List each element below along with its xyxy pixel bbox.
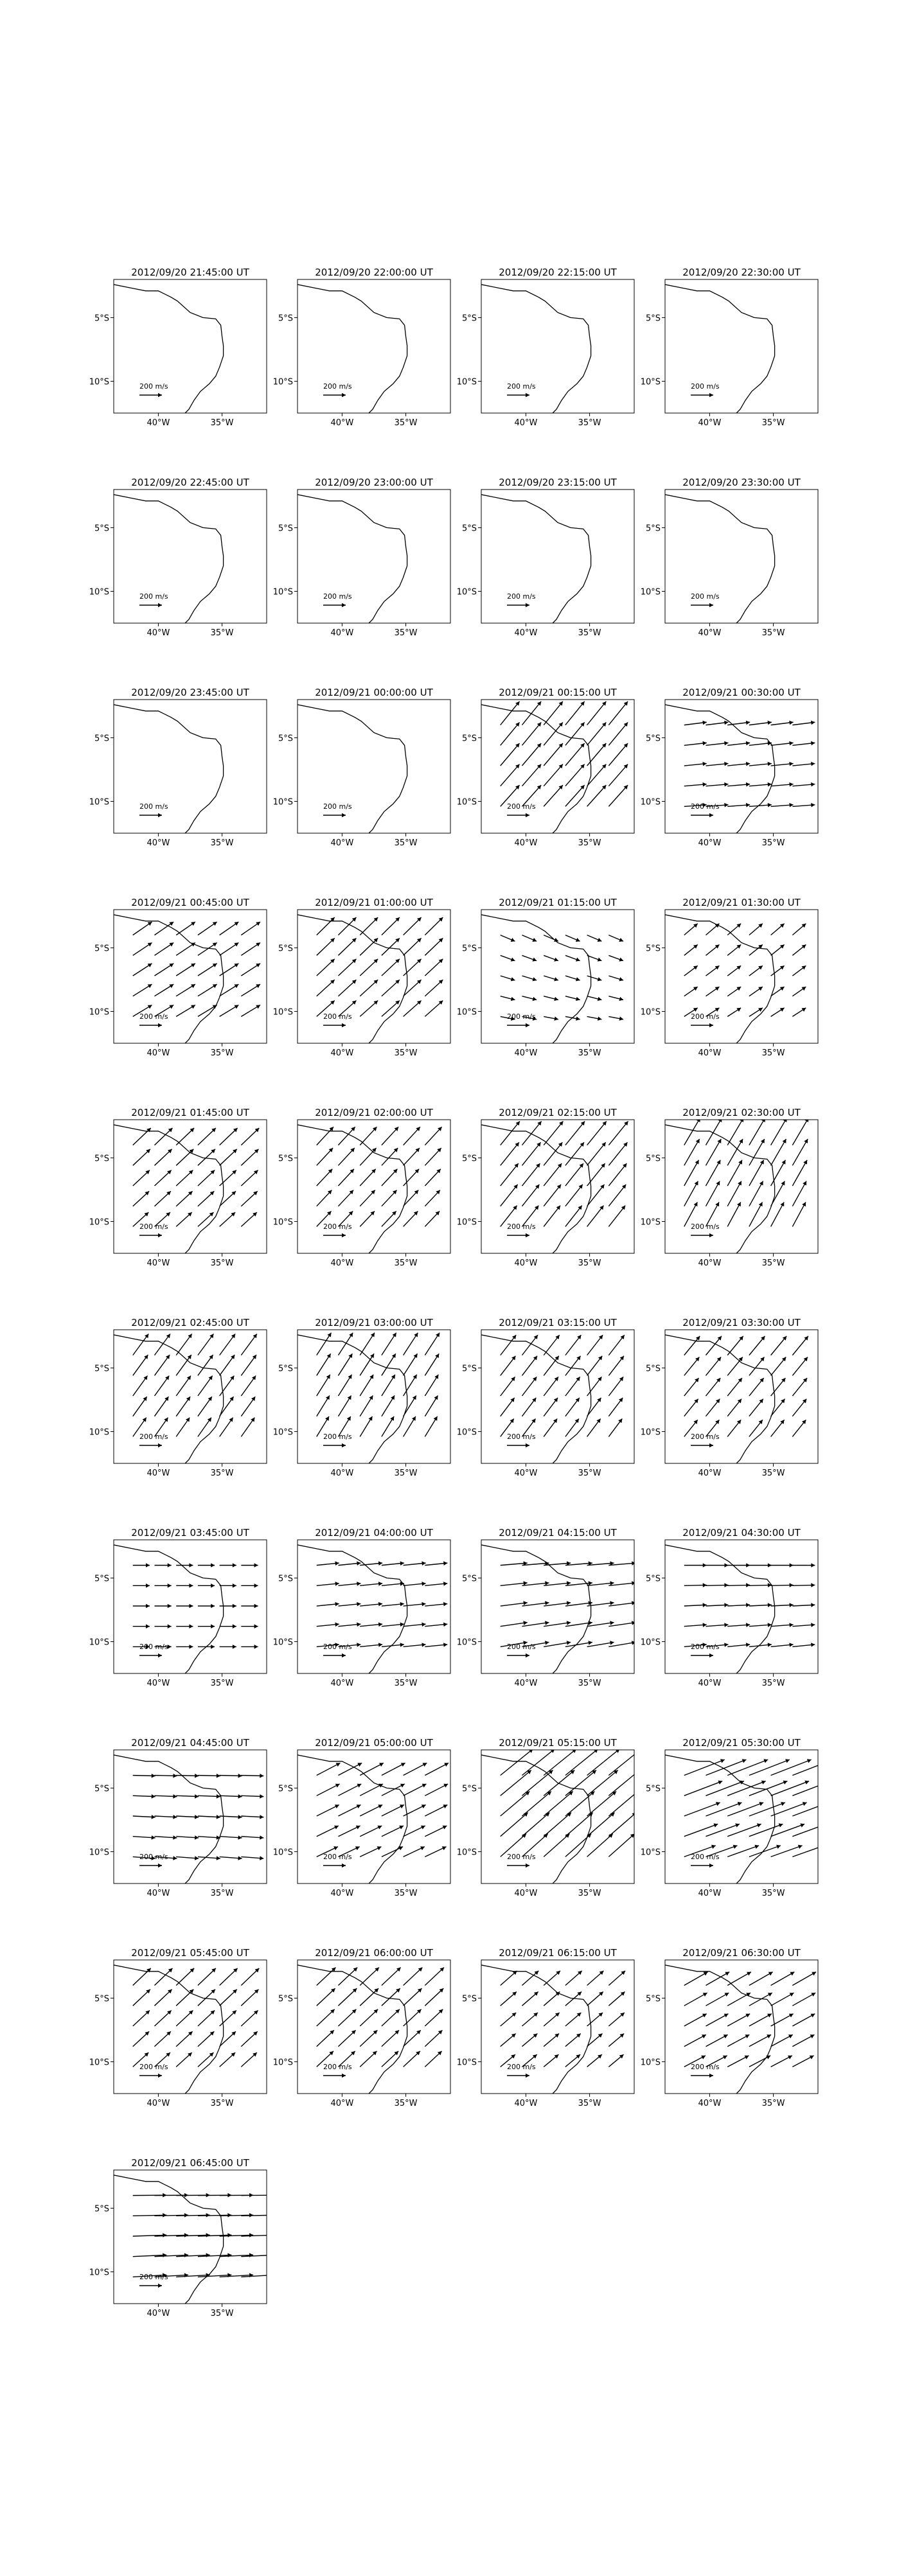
y-tick-label: 10°S — [456, 1637, 477, 1648]
reference-vector-label: 200 m/s — [139, 1012, 168, 1021]
y-tick-label: 5°S — [278, 524, 293, 534]
x-tick-label: 40°W — [698, 838, 722, 848]
y-tick-label: 10°S — [89, 2268, 109, 2278]
reference-vector-label: 200 m/s — [507, 1222, 536, 1231]
y-tick-label: 10°S — [456, 377, 477, 387]
y-tick-label: 5°S — [278, 734, 293, 744]
y-tick-label: 10°S — [89, 1007, 109, 1018]
panel-title: 2012/09/20 23:00:00 UT — [315, 477, 433, 488]
y-tick-label: 5°S — [94, 1784, 109, 1794]
x-tick-label: 35°W — [394, 418, 418, 428]
x-tick-label: 40°W — [147, 1048, 170, 1058]
reference-vector-label: 200 m/s — [507, 1012, 536, 1021]
y-tick-label: 5°S — [645, 1994, 661, 2004]
x-tick-label: 35°W — [210, 2309, 234, 2318]
x-tick-label: 40°W — [147, 628, 170, 638]
panel-title: 2012/09/20 22:00:00 UT — [315, 267, 433, 278]
x-tick-label: 35°W — [761, 1889, 785, 1898]
y-tick-label: 5°S — [645, 1154, 661, 1164]
y-tick-label: 5°S — [461, 944, 477, 954]
x-tick-label: 35°W — [761, 1258, 785, 1268]
panel-title: 2012/09/21 02:45:00 UT — [131, 1317, 249, 1328]
y-tick-label: 5°S — [461, 1364, 477, 1374]
x-tick-label: 40°W — [514, 628, 538, 638]
reference-vector-label: 200 m/s — [139, 1222, 168, 1231]
reference-vector-label: 200 m/s — [691, 592, 720, 601]
x-tick-label: 35°W — [578, 1679, 601, 1688]
x-tick-label: 40°W — [514, 1469, 538, 1478]
y-tick-label: 5°S — [94, 944, 109, 954]
y-tick-label: 5°S — [94, 1994, 109, 2004]
y-tick-label: 10°S — [89, 2058, 109, 2068]
y-tick-label: 10°S — [272, 797, 293, 807]
x-tick-label: 40°W — [330, 1889, 354, 1898]
y-tick-label: 10°S — [456, 797, 477, 807]
y-tick-label: 5°S — [461, 1784, 477, 1794]
x-tick-label: 35°W — [394, 1048, 418, 1058]
y-tick-label: 5°S — [461, 1154, 477, 1164]
x-tick-label: 40°W — [698, 1889, 722, 1898]
panel-title: 2012/09/21 04:45:00 UT — [131, 1737, 249, 1749]
x-tick-label: 40°W — [147, 1469, 170, 1478]
x-tick-label: 40°W — [330, 418, 354, 428]
reference-vector-label: 200 m/s — [691, 1853, 720, 1861]
reference-vector-label: 200 m/s — [691, 1222, 720, 1231]
y-tick-label: 10°S — [640, 1007, 661, 1018]
reference-vector-label: 200 m/s — [323, 2063, 352, 2071]
panel-title: 2012/09/21 06:15:00 UT — [499, 1947, 617, 1959]
x-tick-label: 35°W — [210, 1889, 234, 1898]
x-tick-label: 40°W — [330, 628, 354, 638]
reference-vector-label: 200 m/s — [507, 592, 536, 601]
reference-vector-label: 200 m/s — [139, 1643, 168, 1651]
reference-vector-label: 200 m/s — [507, 802, 536, 811]
reference-vector-label: 200 m/s — [323, 382, 352, 391]
reference-vector-label: 200 m/s — [691, 1643, 720, 1651]
x-tick-label: 35°W — [578, 1258, 601, 1268]
x-tick-label: 35°W — [578, 1469, 601, 1478]
reference-vector-label: 200 m/s — [691, 802, 720, 811]
y-tick-label: 5°S — [645, 1364, 661, 1374]
y-tick-label: 10°S — [640, 797, 661, 807]
y-tick-label: 5°S — [94, 1364, 109, 1374]
x-tick-label: 35°W — [210, 1679, 234, 1688]
x-tick-label: 35°W — [394, 1679, 418, 1688]
x-tick-label: 35°W — [761, 1048, 785, 1058]
reference-vector-label: 200 m/s — [691, 1012, 720, 1021]
panel-title: 2012/09/21 02:15:00 UT — [499, 1107, 617, 1118]
y-tick-label: 10°S — [89, 1217, 109, 1228]
y-tick-label: 5°S — [278, 1784, 293, 1794]
x-tick-label: 35°W — [761, 628, 785, 638]
y-tick-label: 10°S — [272, 377, 293, 387]
x-tick-label: 40°W — [330, 1469, 354, 1478]
panel-title: 2012/09/21 03:15:00 UT — [499, 1317, 617, 1328]
y-tick-label: 5°S — [461, 734, 477, 744]
panel-title: 2012/09/21 04:30:00 UT — [682, 1527, 801, 1539]
reference-vector-label: 200 m/s — [139, 1433, 168, 1441]
panel-title: 2012/09/20 21:45:00 UT — [131, 267, 249, 278]
x-tick-label: 40°W — [514, 838, 538, 848]
x-tick-label: 40°W — [698, 1258, 722, 1268]
y-tick-label: 10°S — [89, 1637, 109, 1648]
x-tick-label: 40°W — [147, 418, 170, 428]
x-tick-label: 35°W — [761, 1469, 785, 1478]
y-tick-label: 10°S — [456, 587, 477, 597]
x-tick-label: 40°W — [147, 2309, 170, 2318]
reference-vector-label: 200 m/s — [139, 2273, 168, 2281]
panel-title: 2012/09/21 05:00:00 UT — [315, 1737, 433, 1749]
x-tick-label: 35°W — [761, 838, 785, 848]
reference-vector-label: 200 m/s — [507, 1643, 536, 1651]
panel-title: 2012/09/21 05:15:00 UT — [499, 1737, 617, 1749]
x-tick-label: 35°W — [578, 2099, 601, 2108]
x-tick-label: 35°W — [210, 1258, 234, 1268]
panel-title: 2012/09/21 00:30:00 UT — [682, 687, 801, 698]
y-tick-label: 10°S — [272, 2058, 293, 2068]
y-tick-label: 10°S — [89, 797, 109, 807]
panel-title: 2012/09/21 00:00:00 UT — [315, 687, 433, 698]
y-tick-label: 10°S — [640, 1637, 661, 1648]
y-tick-label: 5°S — [645, 313, 661, 324]
x-tick-label: 40°W — [147, 1889, 170, 1898]
x-tick-label: 35°W — [578, 1048, 601, 1058]
x-tick-label: 40°W — [514, 1889, 538, 1898]
y-tick-label: 10°S — [272, 1217, 293, 1228]
panel-title: 2012/09/21 02:00:00 UT — [315, 1107, 433, 1118]
panel-title: 2012/09/21 00:15:00 UT — [499, 687, 617, 698]
panel-title: 2012/09/20 23:15:00 UT — [499, 477, 617, 488]
y-tick-label: 5°S — [94, 2204, 109, 2214]
reference-vector-label: 200 m/s — [507, 2063, 536, 2071]
panel-title: 2012/09/21 06:00:00 UT — [315, 1947, 433, 1959]
y-tick-label: 10°S — [89, 587, 109, 597]
panel-title: 2012/09/21 05:45:00 UT — [131, 1947, 249, 1959]
y-tick-label: 10°S — [272, 1637, 293, 1648]
reference-vector-label: 200 m/s — [139, 1853, 168, 1861]
reference-vector-label: 200 m/s — [323, 802, 352, 811]
x-tick-label: 40°W — [147, 1258, 170, 1268]
panel-title: 2012/09/21 03:45:00 UT — [131, 1527, 249, 1539]
panel-title: 2012/09/20 22:30:00 UT — [682, 267, 801, 278]
x-tick-label: 40°W — [698, 1679, 722, 1688]
y-tick-label: 10°S — [640, 2058, 661, 2068]
x-tick-label: 35°W — [210, 838, 234, 848]
reference-vector-label: 200 m/s — [323, 1222, 352, 1231]
x-tick-label: 35°W — [761, 418, 785, 428]
x-tick-label: 40°W — [330, 1679, 354, 1688]
y-tick-label: 5°S — [278, 944, 293, 954]
y-tick-label: 10°S — [89, 1848, 109, 1858]
reference-vector-label: 200 m/s — [323, 1853, 352, 1861]
y-tick-label: 5°S — [94, 1154, 109, 1164]
reference-vector-label: 200 m/s — [691, 2063, 720, 2071]
y-tick-label: 10°S — [456, 1427, 477, 1438]
x-tick-label: 40°W — [698, 2099, 722, 2108]
reference-vector-label: 200 m/s — [323, 1643, 352, 1651]
panel-title: 2012/09/21 05:30:00 UT — [682, 1737, 801, 1749]
x-tick-label: 35°W — [394, 1469, 418, 1478]
reference-vector-label: 200 m/s — [323, 1012, 352, 1021]
y-tick-label: 10°S — [640, 1427, 661, 1438]
x-tick-label: 35°W — [394, 2099, 418, 2108]
x-tick-label: 40°W — [514, 1048, 538, 1058]
reference-vector-label: 200 m/s — [139, 382, 168, 391]
x-tick-label: 40°W — [514, 418, 538, 428]
x-tick-label: 40°W — [330, 838, 354, 848]
reference-vector-label: 200 m/s — [139, 802, 168, 811]
panel-title: 2012/09/20 23:30:00 UT — [682, 477, 801, 488]
panel-title: 2012/09/21 01:00:00 UT — [315, 897, 433, 908]
x-tick-label: 35°W — [394, 1889, 418, 1898]
reference-vector-label: 200 m/s — [139, 2063, 168, 2071]
x-tick-label: 35°W — [394, 628, 418, 638]
panel-title: 2012/09/20 23:45:00 UT — [131, 687, 249, 698]
y-tick-label: 5°S — [94, 734, 109, 744]
y-tick-label: 10°S — [640, 1848, 661, 1858]
y-tick-label: 10°S — [89, 377, 109, 387]
y-tick-label: 10°S — [456, 1217, 477, 1228]
panel-title: 2012/09/21 01:45:00 UT — [131, 1107, 249, 1118]
reference-vector-label: 200 m/s — [139, 592, 168, 601]
panel-title: 2012/09/21 01:30:00 UT — [682, 897, 801, 908]
y-tick-label: 10°S — [640, 587, 661, 597]
x-tick-label: 35°W — [761, 2099, 785, 2108]
x-tick-label: 40°W — [698, 1469, 722, 1478]
x-tick-label: 40°W — [330, 1258, 354, 1268]
y-tick-label: 5°S — [645, 944, 661, 954]
x-tick-label: 35°W — [578, 418, 601, 428]
y-tick-label: 5°S — [645, 1574, 661, 1584]
x-tick-label: 40°W — [330, 1048, 354, 1058]
x-tick-label: 40°W — [147, 838, 170, 848]
y-tick-label: 10°S — [89, 1427, 109, 1438]
y-tick-label: 10°S — [640, 1217, 661, 1228]
panel-title: 2012/09/21 02:30:00 UT — [682, 1107, 801, 1118]
x-tick-label: 40°W — [147, 2099, 170, 2108]
reference-vector-label: 200 m/s — [507, 1853, 536, 1861]
y-tick-label: 10°S — [456, 1007, 477, 1018]
reference-vector-label: 200 m/s — [691, 382, 720, 391]
y-tick-label: 10°S — [272, 1848, 293, 1858]
y-tick-label: 5°S — [645, 734, 661, 744]
y-tick-label: 5°S — [461, 1994, 477, 2004]
panel-title: 2012/09/21 06:45:00 UT — [131, 2157, 249, 2169]
panel-title: 2012/09/21 00:45:00 UT — [131, 897, 249, 908]
panel-title: 2012/09/21 03:30:00 UT — [682, 1317, 801, 1328]
x-tick-label: 40°W — [514, 2099, 538, 2108]
x-tick-label: 40°W — [514, 1258, 538, 1268]
x-tick-label: 35°W — [210, 2099, 234, 2108]
x-tick-label: 40°W — [698, 1048, 722, 1058]
x-tick-label: 35°W — [210, 418, 234, 428]
y-tick-label: 5°S — [278, 1154, 293, 1164]
y-tick-label: 5°S — [645, 1784, 661, 1794]
x-tick-label: 35°W — [394, 1258, 418, 1268]
x-tick-label: 35°W — [578, 1889, 601, 1898]
y-tick-label: 5°S — [94, 524, 109, 534]
y-tick-label: 5°S — [461, 524, 477, 534]
panel-title: 2012/09/21 03:00:00 UT — [315, 1317, 433, 1328]
x-tick-label: 35°W — [210, 628, 234, 638]
panel-title: 2012/09/21 06:30:00 UT — [682, 1947, 801, 1959]
y-tick-label: 10°S — [272, 1427, 293, 1438]
y-tick-label: 10°S — [272, 587, 293, 597]
x-tick-label: 35°W — [578, 628, 601, 638]
x-tick-label: 40°W — [147, 1679, 170, 1688]
x-tick-label: 35°W — [761, 1679, 785, 1688]
panel-title: 2012/09/20 22:45:00 UT — [131, 477, 249, 488]
reference-vector-label: 200 m/s — [323, 1433, 352, 1441]
y-tick-label: 10°S — [456, 1848, 477, 1858]
y-tick-label: 10°S — [640, 377, 661, 387]
reference-vector-label: 200 m/s — [691, 1433, 720, 1441]
x-tick-label: 40°W — [698, 418, 722, 428]
y-tick-label: 10°S — [456, 2058, 477, 2068]
y-tick-label: 5°S — [278, 313, 293, 324]
x-tick-label: 35°W — [210, 1469, 234, 1478]
x-tick-label: 35°W — [578, 838, 601, 848]
y-tick-label: 5°S — [278, 1574, 293, 1584]
y-tick-label: 5°S — [645, 524, 661, 534]
panel-title: 2012/09/20 22:15:00 UT — [499, 267, 617, 278]
x-tick-label: 40°W — [698, 628, 722, 638]
panel-title: 2012/09/21 04:00:00 UT — [315, 1527, 433, 1539]
panel-title: 2012/09/21 01:15:00 UT — [499, 897, 617, 908]
y-tick-label: 5°S — [94, 1574, 109, 1584]
x-tick-label: 40°W — [330, 2099, 354, 2108]
reference-vector-label: 200 m/s — [507, 382, 536, 391]
panel-title: 2012/09/21 04:15:00 UT — [499, 1527, 617, 1539]
x-tick-label: 40°W — [514, 1679, 538, 1688]
y-tick-label: 5°S — [461, 1574, 477, 1584]
y-tick-label: 5°S — [94, 313, 109, 324]
y-tick-label: 5°S — [278, 1994, 293, 2004]
reference-vector-label: 200 m/s — [323, 592, 352, 601]
y-tick-label: 5°S — [278, 1364, 293, 1374]
y-tick-label: 5°S — [461, 313, 477, 324]
x-tick-label: 35°W — [210, 1048, 234, 1058]
y-tick-label: 10°S — [272, 1007, 293, 1018]
x-tick-label: 35°W — [394, 838, 418, 848]
reference-vector-label: 200 m/s — [507, 1433, 536, 1441]
